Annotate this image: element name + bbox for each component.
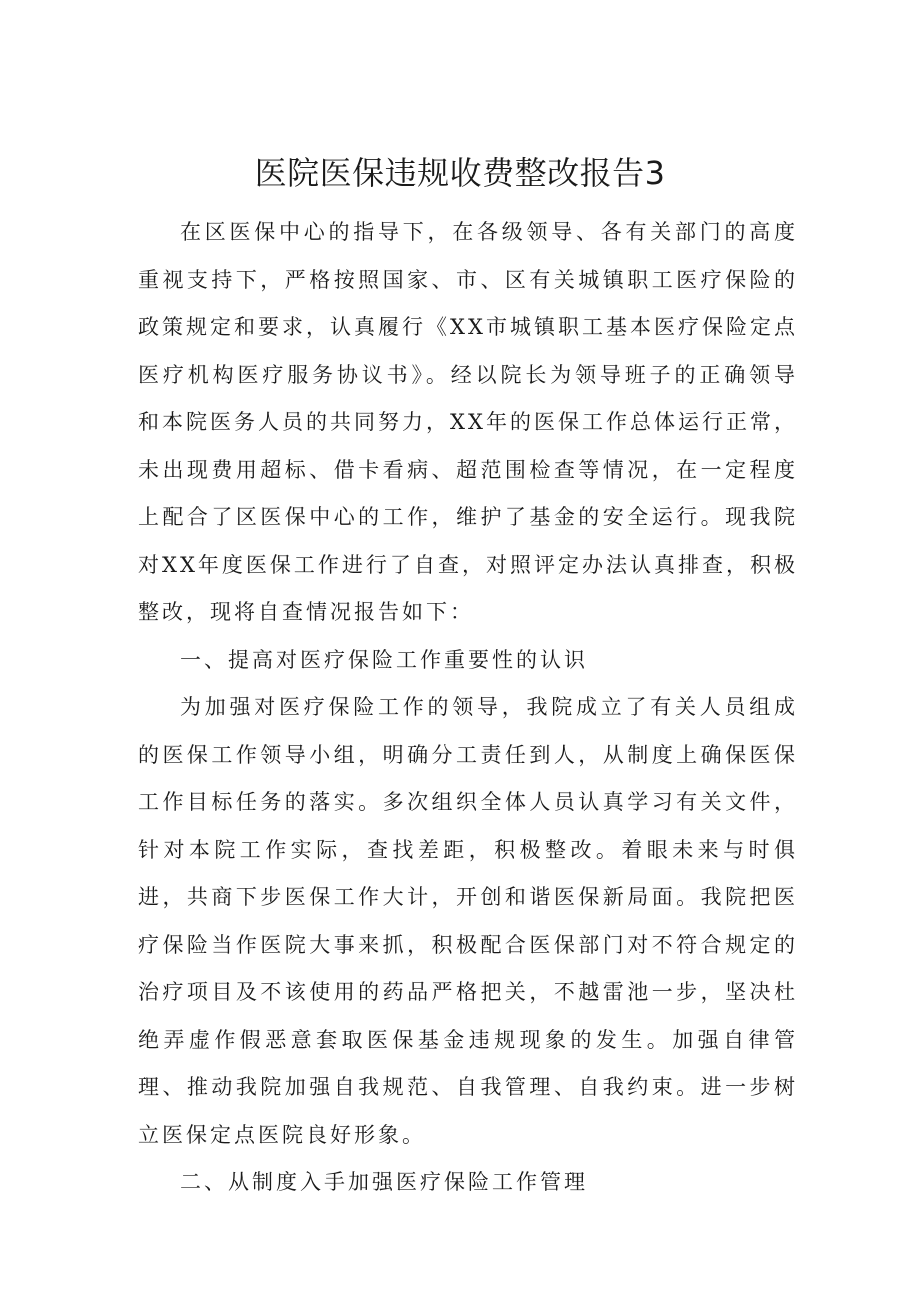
section-heading-1: 一、提高对医疗保险工作重要性的认识 xyxy=(180,647,588,672)
section-heading-2: 二、从制度入手加强医疗保险工作管理 xyxy=(180,1170,588,1194)
intro-paragraph: 在区医保中心的指导下，在各级领导、各有关部门的高度重视支持下，严格按照国家、市、区有关城镇职工医疗保险的政策规定和要求，认真履行《XX市城镇职工基本医疗保险定点医疗机构医疗服务协议书》。经以院长为领导班子的正确领导和本院医务人员的共同努力，XX年的医保工作总体运行正常，未出现费用超标、借卡看病、超范围检查等情况，在一定程度上配合了区医保中心的工作，维护了基金的安全运行。现我院对XX年度医保工作进行了自查，对照评定办法认真排查，积极整改，现将自查情况报告如下： xyxy=(138,220,798,624)
section-1-paragraph: 为加强对医疗保险工作的领导，我院成立了有关人员组成的医保工作领导小组，明确分工责任到人，从制度上确保医保工作目标任务的落实。多次组织全体人员认真学习有关文件，针对本院工作实际，查找差距，积极整改。着眼未来与时俱进，共商下步医保工作大计，开创和谐医保新局面。我院把医疗保险当作医院大事来抓，积极配合医保部门对不符合规定的治疗项目及不该使用的药品严格把关，不越雷池一步，坚决杜绝弄虚作假恶意套取医保基金违规现象的发生。加强自律管理、推动我院加强自我规范、自我管理、自我约束。进一步树立医保定点医院良好形象。 xyxy=(138,695,798,1147)
document-body xyxy=(138,209,798,1207)
document-title: 医院医保违规收费整改报告3 xyxy=(254,154,666,192)
